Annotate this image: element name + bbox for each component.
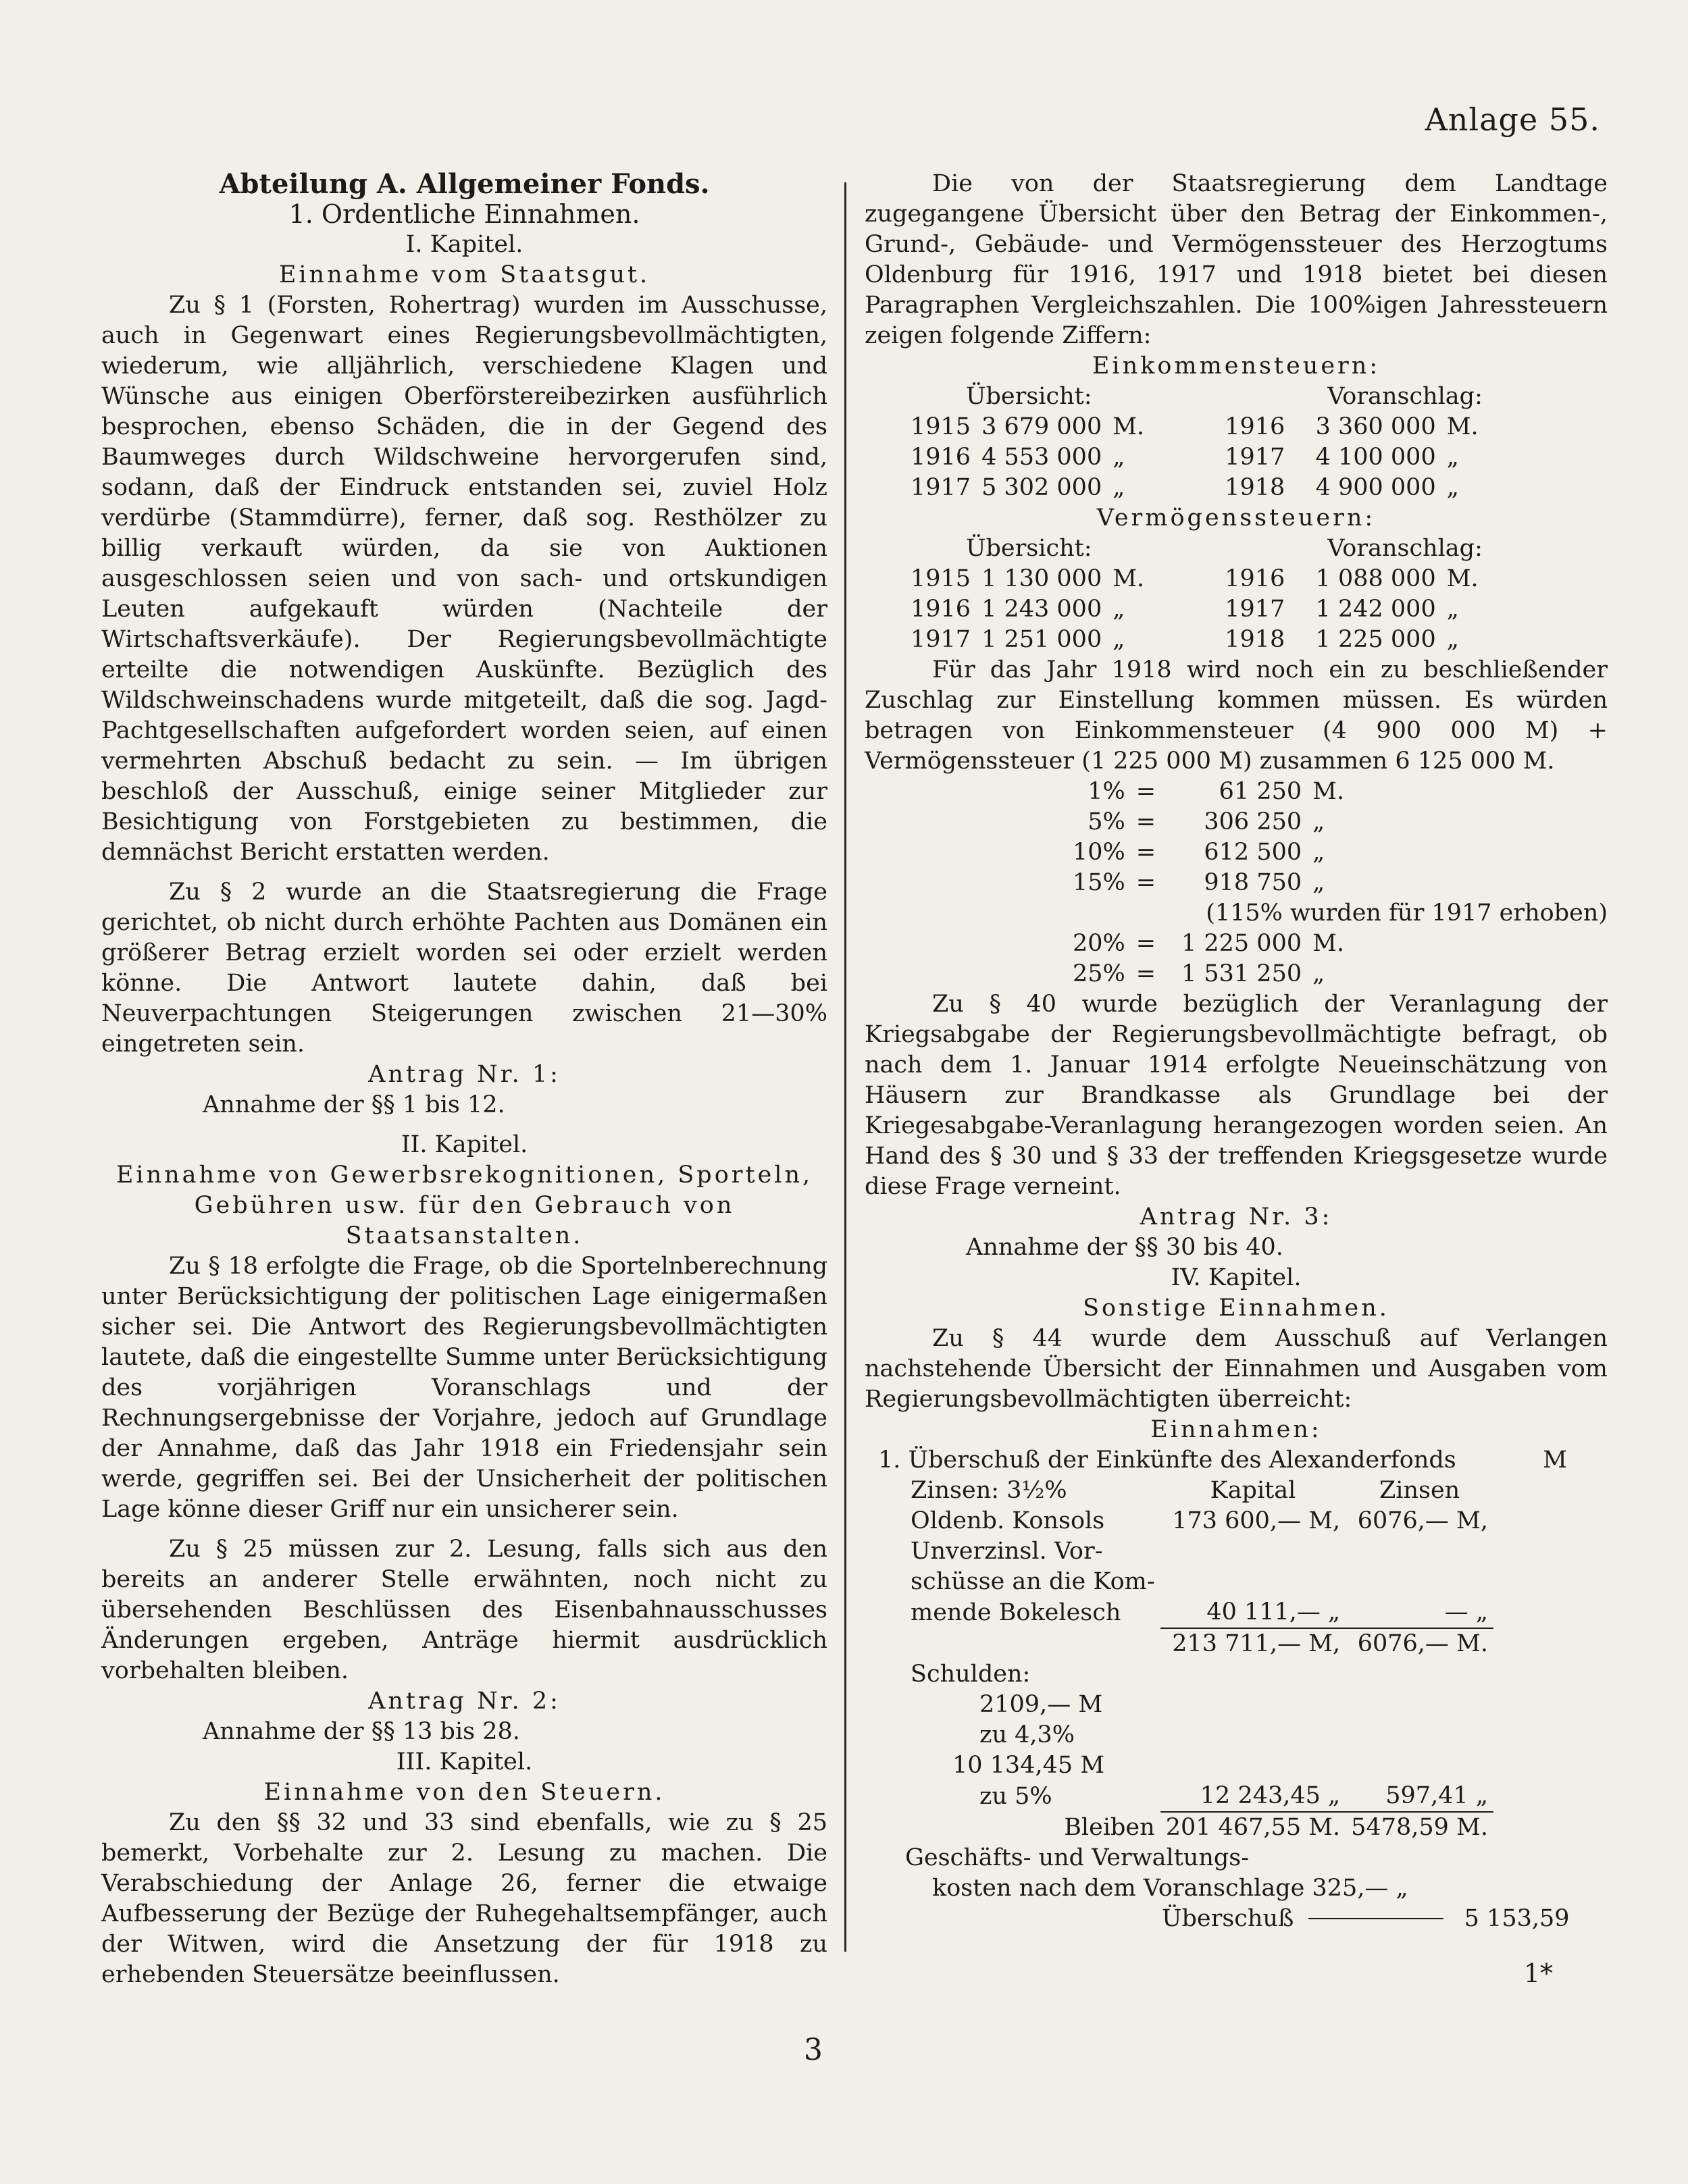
- row-label: mende Bokelesch: [911, 1598, 1121, 1626]
- zinsen-cell: 6076,— M,: [1357, 1507, 1488, 1534]
- percent-table-2: [1067, 929, 1350, 989]
- unit-cell: „: [1446, 474, 1459, 501]
- paragraph: Zu § 44 wurde dem Ausschuß auf Verlangen nachstehende Übersicht der Einnahmen und Ausgaben vom Regierungsbevollmächtigten überreicht:: [865, 1325, 1608, 1413]
- table-title: Einkommensteuern:: [1092, 353, 1381, 380]
- section-title: Abteilung A. Allgemeiner Fonds.: [219, 168, 710, 200]
- einnahmen-line: [865, 1445, 1608, 1476]
- schulden-value: 2109,— M: [979, 1691, 1103, 1718]
- col-header-uebersicht: Übersicht:: [966, 383, 1092, 410]
- value-cell: 1 242 000: [1315, 596, 1436, 623]
- value-cell: 5 302 000: [981, 474, 1102, 501]
- einkommensteuer-table: [905, 382, 1488, 503]
- year-cell: 1918: [1225, 474, 1285, 501]
- col-header-zinsen: Zinsen: [1379, 1477, 1460, 1504]
- value-cell: 306 250: [1204, 808, 1302, 835]
- percent-cell: 25%: [1073, 960, 1125, 987]
- year-cell: 1918: [1225, 626, 1285, 653]
- signature-mark: 1*: [1523, 1958, 1553, 1988]
- schulden-rate: zu 4,3%: [979, 1721, 1075, 1748]
- unit-cell: „: [1112, 444, 1125, 471]
- unit-cell: „: [1312, 869, 1325, 896]
- year-cell: 1916: [1225, 413, 1285, 440]
- col-header-voranschlag: Voranschlag:: [1327, 383, 1483, 410]
- unit-cell: „: [1446, 444, 1459, 471]
- table-row: [905, 594, 1488, 625]
- value-cell: 1 243 000: [981, 596, 1102, 623]
- unit-cell: „: [1446, 596, 1459, 623]
- zinsen-cell: 5478,59 M.: [1351, 1814, 1488, 1841]
- year-cell: 1916: [911, 444, 971, 471]
- unit-label: M: [1543, 1447, 1567, 1474]
- einnahmen-item: 1. Überschuß der Einkünfte des Alexanderfonds: [878, 1447, 1456, 1474]
- equals-cell: =: [1135, 808, 1156, 835]
- table-row: [905, 1597, 1493, 1628]
- paragraph: Zu § 18 erfolgte die Frage, ob die Sportelnberechnung unter Berücksichtigung der politischen Lage einigermaßen sicher sei. Die Antwort des Regierungsbevollmächtigten lautete, daß die eingestellte Summe unter Berücksichtigung des vorjährigen Voranschlags und der Rechnungsergebnisse der Vorjahre, jedoch auf Grundlage der Annahme, daß das Jahr 1918 ein Friedensjahr sein werde, gegriffen sei. Bei der Unsicherheit der politischen Lage könne dieser Griff nur ein unsicherer sein.: [101, 1253, 827, 1523]
- zinsen-cell: — „: [1346, 1597, 1493, 1628]
- year-cell: 1915: [911, 413, 971, 440]
- value-cell: 4 900 000: [1315, 474, 1436, 501]
- zinsen-label: Zinsen: 3½%: [911, 1477, 1067, 1504]
- unit-cell: M.: [1112, 565, 1145, 592]
- table-row: [1067, 777, 1350, 807]
- paragraph: Zu § 25 müssen zur 2. Lesung, falls sich aus den bereits an anderer Stelle erwähnten, noch nicht zu übersehenden Beschlüssen des Eisenbahnausschusses Änderungen ergeben, Anträge hiermit ausdrücklich vorbehalten bleiben.: [101, 1536, 827, 1684]
- geschaeftskosten-label: Geschäfts- und Verwaltungs-: [905, 1844, 1250, 1871]
- bleiben-label: Bleiben: [1064, 1813, 1155, 1841]
- paragraph: Zu § 1 (Forsten, Rohertrag) wurden im Ausschusse, auch in Gegenwart eines Regierungsbevollmächtigten, wiederum, wie alljährlich, verschiedene Klagen und Wünsche aus einigen Oberförstereibezirken ausführlich besprochen, ebenso Schäden, die in der Gegend des Baumweges durch Wildschweine hervorgerufen sind, sodann, daß der Eindruck entstanden sei, zuviel Holz verdürbe (Stammdürre), ferner, daß sog. Resthölzer zu billig verkauft würden, da sie von Auktionen ausgeschlossen seien und von sach- und ortskundigen Leuten aufgekauft würden (Nachteile der Wirtschaftsverkäufe). Der Regierungsbevollmächtigte erteilte die notwendigen Auskünfte. Bezüglich des Wildschweinschadens wurde mitgeteilt, daß die sog. Jagd-Pachtgesellschaften aufgefordert worden seien, auf einen vermehrten Abschuß bedacht zu sein. — Im übrigen beschloß der Ausschuß, einige seiner Mitglieder zur Besichtigung von Forstgebieten zu bestimmen, die demnächst Bericht erstatten werden.: [101, 292, 827, 866]
- table-title: Vermögenssteuern:: [1096, 504, 1376, 531]
- schulden-rate: zu 5%: [979, 1782, 1052, 1810]
- year-cell: 1915: [911, 565, 971, 592]
- unit-cell: „: [1312, 839, 1325, 866]
- chapter-title: Einnahme vom Staatsgut.: [278, 261, 650, 288]
- year-cell: 1916: [911, 596, 971, 623]
- antrag-heading: Antrag Nr. 1:: [368, 1061, 561, 1088]
- table-row: [1067, 929, 1350, 959]
- alexanderfonds-table: [905, 1476, 1493, 1843]
- unit-cell: M.: [1446, 565, 1479, 592]
- unit-cell: „: [1112, 474, 1125, 501]
- col-header-kapital: Kapital: [1210, 1477, 1296, 1504]
- bleiben-row: [905, 1812, 1493, 1843]
- year-cell: 1916: [1225, 565, 1285, 592]
- zinsen-cell: 597,41 „: [1346, 1781, 1493, 1812]
- value-cell: 1 225 000: [1181, 930, 1302, 957]
- kapital-cell: 12 243,45 „: [1160, 1781, 1346, 1812]
- percent-cell: 15%: [1073, 869, 1125, 896]
- percent-cell: 1%: [1088, 778, 1125, 805]
- antrag-text: Annahme der §§ 30 bis 40.: [966, 1234, 1283, 1261]
- value-cell: 1 225 000: [1315, 626, 1436, 653]
- unit-cell: M.: [1312, 778, 1345, 805]
- value-cell: 3 360 000: [1315, 413, 1436, 440]
- einnahmen-title: Einnahmen:: [1150, 1416, 1322, 1443]
- vermoegenssteuer-table: [905, 534, 1488, 655]
- equals-cell: =: [1135, 839, 1156, 866]
- unit-cell: „: [1312, 960, 1325, 987]
- unit-cell: M.: [1112, 413, 1145, 440]
- percent-cell: 5%: [1088, 808, 1125, 835]
- paragraph: Zu den §§ 32 und 33 sind ebenfalls, wie zu § 25 bemerkt, Vorbehalte zur 2. Lesung zu machen. Die Verabschiedung der Anlage 26, ferner die etwaige Aufbesserung der Bezüge der Ruhegehaltsempfänger, auch der Witwen, wird die Ansetzung der für 1918 zu erhebenden Steuersätze beeinflussen.: [101, 1809, 827, 1988]
- value-cell: 1 088 000: [1315, 565, 1436, 592]
- ueberschuss-label: Überschuß: [1162, 1905, 1294, 1932]
- percent-cell: 10%: [1073, 839, 1125, 866]
- kapital-cell: 201 467,55 M.: [1165, 1814, 1341, 1841]
- table-row: [1067, 868, 1350, 898]
- table-row: [1067, 959, 1350, 989]
- page-number: 3: [804, 2033, 823, 2067]
- unit-cell: „: [1312, 808, 1325, 835]
- value-cell: 1 130 000: [981, 565, 1102, 592]
- left-column: [101, 169, 827, 1990]
- table-row: [905, 564, 1488, 594]
- subsection-title: 1. Ordentliche Einnahmen.: [288, 199, 640, 229]
- value-cell: 612 500: [1204, 839, 1302, 866]
- chapter-title: Sonstige Einnahmen.: [1083, 1295, 1389, 1322]
- year-cell: 1917: [1225, 444, 1285, 471]
- unit-cell: M.: [1312, 930, 1345, 957]
- kapital-cell: 173 600,— M,: [1172, 1507, 1341, 1534]
- ueberschuss-value: 5 153,59: [1464, 1905, 1570, 1932]
- antrag-text: Annahme der §§ 1 bis 12.: [203, 1091, 505, 1118]
- antrag-heading: Antrag Nr. 2:: [368, 1688, 561, 1715]
- paragraph: Für das Jahr 1918 wird noch ein zu beschließender Zuschlag zur Einstellung kommen müssen. Es würden betragen von Einkommensteuer (4 900 000 M) + Vermögenssteuer (1 225 000 M) zusammen 6 125 000 M.: [865, 656, 1608, 775]
- col-header-uebersicht: Übersicht:: [966, 535, 1092, 562]
- equals-cell: =: [1135, 869, 1156, 896]
- table-row: [905, 625, 1488, 655]
- table-row: [905, 412, 1488, 442]
- col-header-voranschlag: Voranschlag:: [1327, 535, 1483, 562]
- row-label: Unverzinsl. Vor-: [911, 1538, 1103, 1565]
- value-cell: 1 251 000: [981, 626, 1102, 653]
- paragraph: Zu § 40 wurde bezüglich der Veranlagung der Kriegsabgabe der Regierungsbevollmächtigte befragt, ob nach dem 1. Januar 1914 erfolgte Neueinschätzung von Häusern zur Brandkasse als Grundlage bei der Kriegesabgabe-Veranlagung herangezogen worden seien. An Hand des § 30 und § 33 der treffenden Kriegsgesetze wurde diese Frage verneint.: [865, 991, 1608, 1200]
- table-row: [905, 1781, 1493, 1812]
- equals-cell: =: [1135, 778, 1156, 805]
- unit-cell: „: [1112, 626, 1125, 653]
- geschaeftskosten: [905, 1843, 1608, 1934]
- paragraph: Die von der Staatsregierung dem Landtage zugegangene Übersicht über den Betrag der Einkommen-, Grund-, Gebäude- und Vermögenssteuer des Herzogtums Oldenburg für 1916, 1917 und 1918 bietet bei diesen Paragraphen Vergleichszahlen. Die 100%igen Jahressteuern zeigen folgende Ziffern:: [865, 170, 1608, 349]
- schulden-label: Schulden:: [911, 1661, 1031, 1688]
- unit-cell: M.: [1446, 413, 1479, 440]
- column-divider: [844, 182, 846, 1952]
- value-cell: 3 679 000: [981, 413, 1102, 440]
- table-row: [905, 473, 1488, 503]
- chapter-heading: II. Kapitel.: [401, 1131, 528, 1158]
- chapter-heading: III. Kapitel.: [396, 1748, 533, 1775]
- row-label: Oldenb. Konsols: [911, 1507, 1105, 1534]
- anlage-label: Anlage 55.: [1425, 101, 1600, 138]
- antrag-heading: Antrag Nr. 3:: [1140, 1203, 1333, 1230]
- table-row: [1067, 837, 1350, 868]
- value-cell: 61 250: [1219, 778, 1302, 805]
- right-column: [865, 169, 1608, 1934]
- year-cell: 1917: [911, 474, 971, 501]
- equals-cell: =: [1135, 960, 1156, 987]
- year-cell: 1917: [911, 626, 971, 653]
- year-cell: 1917: [1225, 596, 1285, 623]
- value-cell: 4 553 000: [981, 444, 1102, 471]
- paragraph: Zu § 2 wurde an die Staatsregierung die Frage gerichtet, ob nicht durch erhöhte Pachten aus Domänen ein größerer Betrag erzielt worden sei oder erzielt werden könne. Die Antwort lautete dahin, daß bei Neuverpachtungen Steigerungen zwischen 21—30% eingetreten sein.: [101, 879, 827, 1058]
- sum-row: [905, 1628, 1493, 1659]
- schulden-value: 10 134,45 M: [952, 1752, 1105, 1779]
- chapter-title: Einnahme von den Steuern.: [263, 1779, 665, 1806]
- chapter-heading: I. Kapitel.: [405, 231, 523, 258]
- equals-cell: =: [1135, 930, 1156, 957]
- geschaeftskosten-value: 325,— „: [1312, 1875, 1408, 1902]
- antrag-text: Annahme der §§ 13 bis 28.: [203, 1718, 520, 1745]
- chapter-title: Einnahme von Gewerbsrekognitionen, Sporteln, Gebühren usw. für den Gebrauch von Staatsanstalten.: [116, 1162, 813, 1249]
- table-row: [905, 1506, 1493, 1536]
- percent-table: [1067, 777, 1350, 898]
- row-label: schüsse an die Kom-: [911, 1568, 1155, 1595]
- table-row: [1067, 807, 1350, 837]
- value-cell: 1 531 250: [1181, 960, 1302, 987]
- kapital-sum: 213 711,— M,: [1172, 1630, 1341, 1657]
- table-row: [905, 442, 1488, 473]
- percent-note: (115% wurden für 1917 erhoben): [1206, 900, 1608, 927]
- value-cell: 4 100 000: [1315, 444, 1436, 471]
- chapter-heading: IV. Kapitel.: [1171, 1264, 1302, 1291]
- geschaeftskosten-label: kosten nach dem Voranschlage: [932, 1875, 1305, 1902]
- zinsen-sum: 6076,— M.: [1357, 1630, 1488, 1657]
- unit-cell: „: [1446, 626, 1459, 653]
- kapital-cell: 40 111,— „: [1160, 1597, 1346, 1628]
- ueberschuss-rule: [1308, 1918, 1443, 1919]
- value-cell: 918 750: [1204, 869, 1302, 896]
- percent-cell: 20%: [1073, 930, 1125, 957]
- unit-cell: „: [1112, 596, 1125, 623]
